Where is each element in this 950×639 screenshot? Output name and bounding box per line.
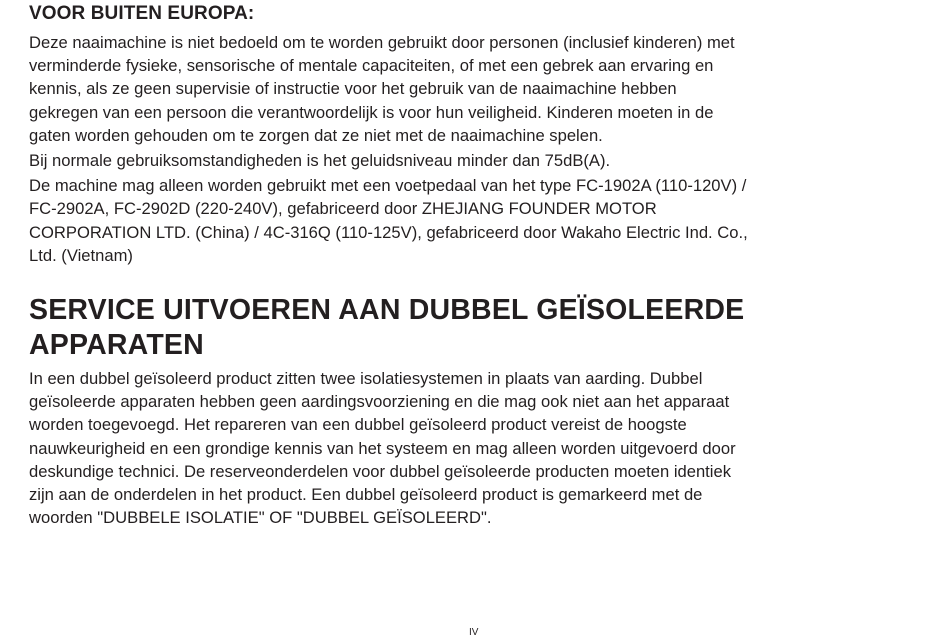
heading-line: SERVICE UITVOEREN AAN DUBBEL GEÏSOLEERDE xyxy=(29,294,745,327)
text-line: Bij normale gebruiksomstandigheden is het geluidsniveau minder dan 75dB(A). xyxy=(29,151,611,171)
text-line: verminderde fysieke, sensorische of mentale capaciteiten, of met een gebrek aan ervaring en xyxy=(29,56,714,76)
page-number: IV xyxy=(469,627,479,638)
noise-level-paragraph xyxy=(29,149,934,172)
text-line: woorden "DUBBELE ISOLATIE" OF "DUBBEL GEÏSOLEERD". xyxy=(29,508,492,528)
text-line: De machine mag alleen worden gebruikt met een voetpedaal van het type FC-1902A (110-120V) / xyxy=(29,176,747,196)
text-line: worden toegevoegd. Het repareren van een dubbel geïsoleerd product vereist de hoogste xyxy=(29,415,687,435)
text-line: Deze naaimachine is niet bedoeld om te worden gebruikt door personen (inclusief kinderen) met xyxy=(29,33,735,52)
text-line: CORPORATION LTD. (China) / 4C-316Q (110-125V), gefabriceerd door Wakaho Electric Ind. Co., xyxy=(29,222,748,242)
text-line: kennis, als ze geen supervisie of instructie voor het gebruik van de naaimachine hebben xyxy=(29,79,677,99)
text-line: gekregen van een persoon die verantwoordelijk is voor hun veiligheid. Kinderen moeten in de xyxy=(29,102,714,122)
double-insulation-paragraph xyxy=(29,367,934,529)
manual-page xyxy=(29,0,934,531)
section-heading-double-insulated xyxy=(29,293,934,363)
section-heading-outside-europe: VOOR BUITEN EUROPA: xyxy=(29,3,255,24)
text-line: deskundige technici. De reserveonderdelen voor dubbel geïsoleerde producten moeten identiek xyxy=(29,461,732,481)
text-line: geïsoleerde apparaten hebben geen aardingsvoorziening en die mag ook niet aan het apparaat xyxy=(29,392,730,412)
text-line: FC-2902A, FC-2902D (220-240V), gefabriceerd door ZHEJIANG FOUNDER MOTOR xyxy=(29,199,657,219)
foot-pedal-paragraph xyxy=(29,174,934,267)
heading-line: APPARATEN xyxy=(29,329,204,362)
text-line: In een dubbel geïsoleerd product zitten twee isolatiesystemen in plaats van aarding. Dubbel xyxy=(29,369,703,389)
text-line: zijn aan de onderdelen in het product. Een dubbel geïsoleerd product is gemarkeerd met de xyxy=(29,485,703,505)
text-line: gaten worden gehouden om te zorgen dat ze niet met de naaimachine spelen. xyxy=(29,125,603,145)
text-line: Ltd. (Vietnam) xyxy=(29,245,133,265)
safety-paragraph xyxy=(29,31,934,147)
text-line: nauwkeurigheid en een grondige kennis van het systeem en mag alleen worden uitgevoerd door xyxy=(29,438,736,458)
